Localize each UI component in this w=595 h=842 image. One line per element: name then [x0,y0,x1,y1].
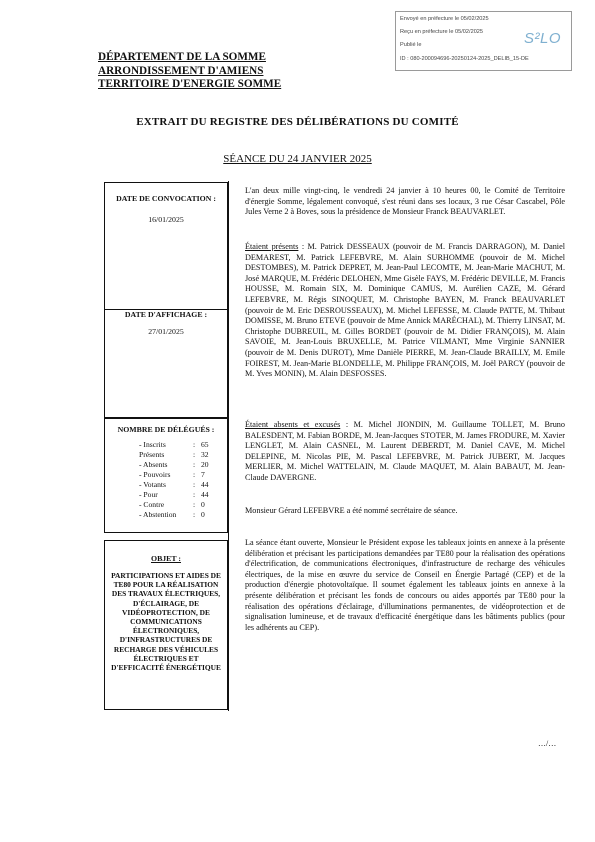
affichage-date: 27/01/2025 [148,327,184,336]
s2lo-logo: S²LO [523,30,561,47]
prefecture-stamp [395,11,572,71]
intro-paragraph: L'an deux mille vingt-cinq, le vendredi 24 janvier à 10 heures 00, le Comité de Territoire d'énergie Somme, légalement convoqué, s'est réuni dans ses locaux, 3 rue César Cascabel, Pôle Jules Verne 2 à Boves, sous la présidence de Monsieur Franck BEAUVARLET. [245,186,565,217]
delegues-box [104,418,228,533]
objet-text: PARTICIPATIONS ET AIDES DE TE80 POUR LA RÉALISATION DES TRAVAUX ÉLECTRIQUES, D'ÉCLAIRAGE, DE VIDÉOPROTECTION, DE COMMUNICATIONS ÉLECTRONIQUES, D'INFRASTRUCTURES DE RECHARGE DES VÉHICULES ÉLECTRIQUES ET D'EFFICACITÉ ÉNERGÉTIQUE [111,571,221,673]
continuation-mark: …/… [538,739,557,748]
presents-list: : M. Patrick DESSEAUX (pouvoir de M. Francis DARRAGON), M. Daniel DEMAREST, M. Patrick LEFEBVRE, M. Alain SURHOMME (pouvoir de M. Michel DESTOMBES), M. Patrick DEPRET, M. Jean-Paul LECOMTE, M. Jean-Marie MACHUT, M. José MARQUE, M. Frédéric DELOHEN, Mme Gisèle FAYS, M. Frédéric DEVILLE, M. Francis HOUSSE, M. Romain SIX, M. Dominique CAMUS, M. Aurélien CAZE, M. Gérard LEFEBVRE, M. Régis SINOQUET, M. Christophe BAYEN, M. Franck BEAUVARLET (pouvoir de M. Eric DESROUSSEAUX), M. Michel LEFESSE, M. Claude PATTE, M. Thibaut DOMISSE, M. Bruno ETEVE (pouvoir de Mme Annick MARÉCHAL), M. Thierry LINSAT, M. Christophe DUBREUIL, M. Gilles BORDET (pouvoir de M. Didier FRANÇOIS), M. Alain SAVOIE, M. Jean-Louis BRUXELLE, M. Patrice VILMANT, Mme Virginie SANNIER (pouvoir de M. Denis DUROT), Mme Danièle PIERRE, M. Jean-Claude BRAILLY, M. Emile FOIREST, M. Jean-Marie BLONDELLE, M. Philippe FRANÇOIS, M. Joël PARCY (pouvoir de M. Yves MONIN), M. Alain DESFOSSES. [245,242,565,379]
convocation-box [104,182,228,310]
delegue-row: - Pouvoirs : 7 [139,470,205,479]
objet-box [104,540,228,710]
stamp-id: ID : 080-200094696-20250124-2025_DELIB_15-DE [400,56,529,62]
objet-label: OBJET : [151,554,181,563]
delegue-row: - Pour : 44 [139,490,209,499]
delegue-row: - Absents : 20 [139,460,209,469]
affichage-label: DATE D'AFFICHAGE : [124,310,208,319]
seance-paragraph: La séance étant ouverte, Monsieur le Président expose les tableaux joints en annexe à la présente délibération et précisant les participations demandées par TE80 pour la réalisation des opérations d'électrification, de communications électroniques, d'infrastructure de recharge des véhicules électriques, de la mise en œuvre du service de Conseil en Énergie Partagé (CEP) et de la production d'énergie photovoltaïque. Il soumet également les tableaux joints en annexe à la présente délibération et précisant les fonds de concours ou aides apportés par TE80 pour la réalisation des opérations d'éclairage, d'illuminations permanentes, de vidéoprotection et de signalisation lumineuse, et de travaux d'efficacité énergétique dans les bâtiments publics (pour les adhérents au CEP). [245,538,565,632]
stamp-sent: Envoyé en préfecture le 05/02/2025 [400,16,489,22]
presents-label: Étaient présents [245,242,299,251]
header-department: DÉPARTEMENT DE LA SOMME [98,51,266,63]
issuer-header [98,51,281,92]
document-title: EXTRAIT DU REGISTRE DES DÉLIBÉRATIONS DU COMITÉ [136,116,459,128]
absents-list: : M. Michel JIONDIN, M. Guillaume TOLLET, M. Bruno BALESDENT, M. Fabian BORDE, M. Jean-Jacques STOTER, M. James FRODURE, M. Xavier LENGLET, M. Alain CASNEL, M. Laurent DEBERDT, M. Daniel CAVE, M. Michel DELEPINE, M. Nicolas PIE, M. Pascal LEFEBVRE, M. Patrick JUBERT, M. Jacques MERLIER, M. Michel WATTELAIN, M. Claude MAQUET, M. Alain BABAUT, M. Jean-Claude DAVERGNE. [245,420,565,482]
convocation-date: 16/01/2025 [148,215,184,224]
absents-label: Étaient absents et excusés [245,420,341,429]
delegue-row: - Votants : 44 [139,480,209,489]
delegue-row: - Abstention : 0 [139,510,205,519]
presents-paragraph [245,242,565,380]
absents-paragraph [245,420,565,484]
delegue-row: - Contre : 0 [139,500,205,509]
delegue-row: Présents : 32 [139,450,209,459]
seance-date: SÉANCE DU 24 JANVIER 2025 [223,153,372,165]
stamp-received: Reçu en préfecture le 05/02/2025 [400,29,484,35]
delegue-row: - Inscrits : 65 [139,440,209,449]
secretaire-paragraph: Monsieur Gérard LEFEBVRE a été nommé secrétaire de séance. [245,506,458,515]
header-arrondissement: ARRONDISSEMENT D'AMIENS [98,64,264,77]
convocation-label: DATE DE CONVOCATION : [116,194,216,203]
delegues-label: NOMBRE DE DÉLÉGUÉS : [117,425,215,434]
stamp-published: Publié le [400,42,422,48]
header-territoire: TERRITOIRE D'ENERGIE SOMME [98,78,282,90]
affichage-box [104,300,228,418]
